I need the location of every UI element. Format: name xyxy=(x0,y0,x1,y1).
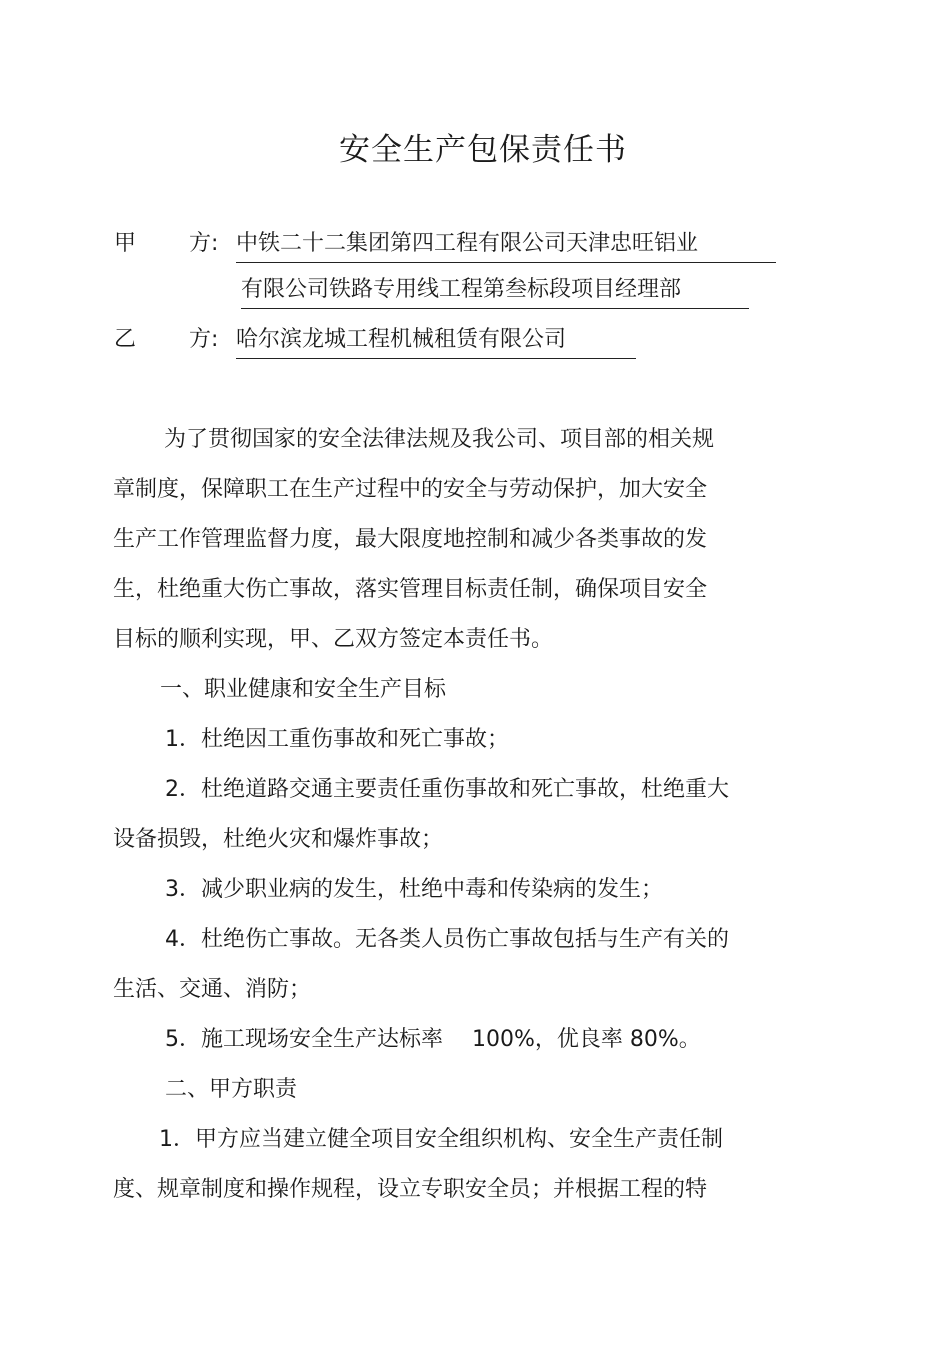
list-item: 1．杜绝因工重伤事故和死亡事故； xyxy=(165,727,509,752)
body-paragraph-line: 目标的顺利实现，甲、乙双方签定本责任书。 xyxy=(113,627,554,652)
list-item-continuation: 生活、交通、消防； xyxy=(113,977,312,1002)
party-b-suffix: 方: xyxy=(189,327,219,352)
list-item: 3．减少职业病的发生，杜绝中毒和传染病的发生； xyxy=(165,877,663,902)
list-item: 4．杜绝伤亡事故。无各类人员伤亡事故包括与生产有关的 xyxy=(165,927,729,952)
section-heading: 一、职业健康和安全生产目标 xyxy=(160,677,447,702)
party-a-suffix: 方: xyxy=(189,231,219,256)
party-b-label: 乙 xyxy=(114,327,137,352)
body-paragraph-line: 为了贯彻国家的安全法律法规及我公司、项目部的相关规 xyxy=(164,427,715,452)
body-paragraph-line: 章制度，保障职工在生产过程中的安全与劳动保护，加大安全 xyxy=(113,477,708,502)
document-title: 安全生产包保责任书 xyxy=(339,132,627,168)
party-a-label: 甲 xyxy=(114,231,137,256)
list-item-continuation: 设备损毁，杜绝火灾和爆炸事故； xyxy=(113,827,444,852)
section-heading: 二、甲方职责 xyxy=(165,1077,298,1102)
list-item: 5．施工现场安全生产达标率 100%，优良率 80%。 xyxy=(165,1027,701,1052)
party-a-name-line2: 有限公司铁路专用线工程第叁标段项目经理部 xyxy=(241,272,749,309)
list-item: 2．杜绝道路交通主要责任重伤事故和死亡事故，杜绝重大 xyxy=(165,777,729,802)
body-paragraph-line: 生产工作管理监督力度，最大限度地控制和减少各类事故的发 xyxy=(113,527,708,552)
party-a-name-line1: 中铁二十二集团第四工程有限公司天津忠旺铝业 xyxy=(236,226,776,263)
body-paragraph-line: 生，杜绝重大伤亡事故，落实管理目标责任制，确保项目安全 xyxy=(113,577,708,602)
list-item: 1．甲方应当建立健全项目安全组织机构、安全生产责任制 xyxy=(159,1127,723,1152)
list-item-continuation: 度、规章制度和操作规程，设立专职安全员；并根据工程的特 xyxy=(113,1177,708,1202)
party-b-name: 哈尔滨龙城工程机械租赁有限公司 xyxy=(236,322,636,359)
